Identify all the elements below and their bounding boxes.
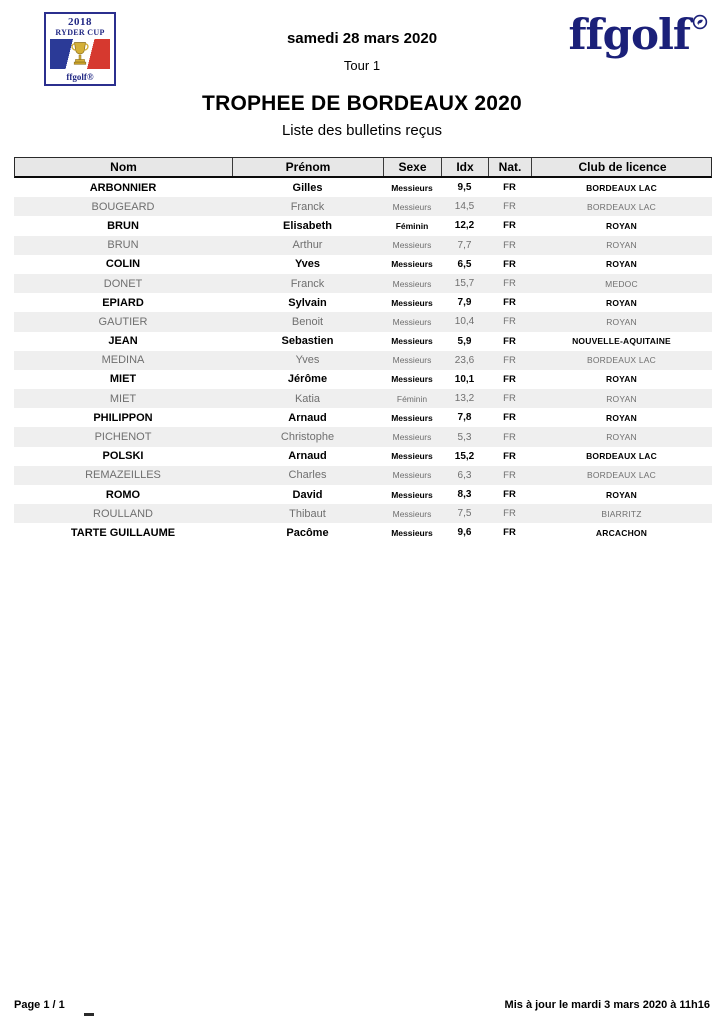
cell-nom: ROMO — [105, 488, 141, 501]
cell-nat: FR — [503, 297, 516, 309]
cell-nat: FR — [503, 489, 516, 501]
cell-nat: FR — [503, 527, 516, 539]
cell-nat: FR — [503, 182, 516, 194]
cell-nom: COLIN — [105, 258, 141, 271]
cell-sexe: Messieurs — [391, 412, 433, 423]
cell-nat: FR — [503, 354, 516, 366]
column-header-nom: Nom — [15, 158, 233, 176]
column-header-idx: Idx — [442, 158, 489, 176]
page-title: TROPHEE DE BORDEAUX 2020 — [202, 92, 522, 115]
cell-prenom: Yves — [294, 258, 321, 271]
table-row — [14, 293, 712, 312]
cell-club: ROYAN — [606, 220, 637, 231]
cell-sexe: Messieurs — [392, 240, 432, 251]
cell-nat: FR — [503, 508, 516, 520]
cell-club: BORDEAUX LAC — [586, 470, 656, 481]
column-header-club: Club de licence — [578, 160, 667, 174]
cell-idx: 7,8 — [457, 412, 472, 424]
cell-nat: FR — [503, 431, 516, 443]
cell-nom: MEDINA — [101, 354, 145, 367]
cell-sexe: Messieurs — [392, 355, 432, 366]
cell-nom: ROULLAND — [93, 507, 153, 520]
cell-sexe: Messieurs — [392, 278, 432, 289]
cell-club: BIARRITZ — [601, 508, 642, 519]
table-row — [14, 427, 712, 446]
cell-idx: 6,5 — [457, 258, 472, 270]
cell-sexe: Messieurs — [391, 489, 433, 500]
cell-idx: 7,7 — [457, 239, 472, 251]
table-row — [14, 197, 712, 216]
cell-nom: MIET — [109, 392, 137, 405]
cell-nat: FR — [503, 316, 516, 328]
table-row — [14, 485, 712, 504]
cell-nat: FR — [503, 278, 516, 290]
cell-sexe: Messieurs — [391, 451, 433, 462]
cell-prenom: Franck — [290, 200, 325, 213]
cell-prenom: Charles — [288, 469, 327, 482]
cell-prenom: Elisabeth — [283, 219, 332, 232]
cell-club: BORDEAUX LAC — [586, 355, 656, 366]
cell-club: ROYAN — [606, 297, 637, 308]
bulletins-table — [14, 157, 712, 543]
cell-prenom: Arnaud — [288, 411, 327, 424]
cell-prenom: Benoit — [291, 315, 324, 328]
table-row — [14, 332, 712, 351]
cell-sexe: Féminin — [396, 393, 428, 404]
cell-idx: 12,2 — [454, 220, 475, 232]
cell-sexe: Messieurs — [392, 316, 432, 327]
cell-nom: MIET — [109, 373, 137, 386]
cell-sexe: Messieurs — [392, 508, 432, 519]
cell-prenom: Pacôme — [286, 526, 329, 539]
table-row — [14, 236, 712, 255]
cell-nom: PICHENOT — [94, 431, 152, 444]
cell-nat: FR — [503, 201, 516, 213]
table-row — [14, 523, 712, 542]
table-row — [14, 370, 712, 389]
cell-prenom: Arthur — [292, 239, 323, 252]
cell-nom: REMAZEILLES — [85, 469, 161, 482]
cell-club: ARCACHON — [595, 527, 648, 538]
table-row — [14, 255, 712, 274]
page-subtitle: Liste des bulletins reçus — [281, 122, 443, 139]
cell-sexe: Messieurs — [391, 259, 433, 270]
cell-nom: BRUN — [107, 239, 139, 252]
table-body — [14, 178, 712, 543]
cell-nat: FR — [503, 412, 516, 424]
cell-nat: FR — [503, 335, 516, 347]
page-number: Page 1 / 1 — [14, 999, 65, 1011]
cell-club: ROYAN — [606, 412, 637, 423]
cell-idx: 7,9 — [457, 297, 472, 309]
cell-club: ROYAN — [606, 316, 637, 327]
table-row — [14, 447, 712, 466]
cell-club: MEDOC — [605, 278, 638, 289]
table-row — [14, 504, 712, 523]
cell-sexe: Messieurs — [391, 527, 433, 538]
cell-sexe: Messieurs — [391, 297, 433, 308]
column-header-nat: Nat. — [489, 158, 532, 176]
ffgolf-wordmark: ffgolf — [568, 10, 690, 59]
scan-artifact — [84, 1013, 94, 1016]
cell-prenom: Arnaud — [288, 450, 327, 463]
cell-sexe: Messieurs — [392, 432, 432, 443]
cell-club: ROYAN — [606, 374, 637, 385]
cell-prenom: Christophe — [280, 431, 335, 444]
table-row — [14, 466, 712, 485]
table-row — [14, 216, 712, 235]
cell-club: ROYAN — [606, 489, 637, 500]
ryder-cup-year: 2018 — [68, 16, 92, 28]
ryder-cup-ffgolf-label: ffgolf® — [66, 72, 94, 82]
cell-nat: FR — [503, 220, 516, 232]
table-row — [14, 312, 712, 331]
table-row — [14, 408, 712, 427]
cell-idx: 7,5 — [457, 508, 472, 520]
cell-club: BORDEAUX LAC — [586, 182, 657, 193]
cell-nom: POLSKI — [102, 450, 144, 463]
cell-prenom: Gilles — [292, 181, 323, 194]
cell-idx: 13,2 — [454, 393, 475, 405]
cell-sexe: Messieurs — [391, 336, 433, 347]
table-row — [14, 351, 712, 370]
column-header-sexe: Sexe — [384, 158, 442, 176]
cell-club: ROYAN — [606, 393, 637, 404]
cell-prenom: David — [292, 488, 323, 501]
cell-idx: 9,6 — [457, 527, 472, 539]
table-row — [14, 274, 712, 293]
table-row — [14, 389, 712, 408]
cell-prenom: Franck — [290, 277, 325, 290]
cell-idx: 10,4 — [454, 316, 475, 328]
cell-club: NOUVELLE-AQUITAINE — [572, 336, 671, 347]
cell-sexe: Messieurs — [391, 374, 433, 385]
cell-nom: BOUGEARD — [91, 200, 155, 213]
cell-prenom: Katia — [294, 392, 321, 405]
cell-prenom: Jérôme — [287, 373, 328, 386]
cell-nat: FR — [503, 469, 516, 481]
cell-nom: BRUN — [107, 219, 139, 232]
cell-sexe: Messieurs — [392, 470, 432, 481]
cell-idx: 5,3 — [457, 431, 472, 443]
cell-idx: 23,6 — [454, 354, 475, 366]
cell-nom: JEAN — [108, 335, 138, 348]
cell-club: BORDEAUX LAC — [586, 451, 657, 462]
cell-idx: 10,1 — [454, 373, 475, 385]
cell-nat: FR — [503, 373, 516, 385]
cell-prenom: Sylvain — [288, 296, 327, 309]
cell-club: ROYAN — [606, 240, 637, 251]
cell-idx: 9,5 — [457, 182, 472, 194]
cell-nat: FR — [503, 450, 516, 462]
cell-idx: 14,5 — [454, 201, 475, 213]
cell-prenom: Sebastien — [281, 335, 334, 348]
table-header-row — [14, 157, 712, 178]
cell-nom: EPIARD — [102, 296, 144, 309]
cell-sexe: Messieurs — [392, 201, 432, 212]
cell-idx: 8,3 — [457, 489, 472, 501]
cell-idx: 15,2 — [454, 450, 475, 462]
updated-caption: Mis à jour le mardi 3 mars 2020 à 11h16 — [504, 999, 710, 1011]
table-row — [14, 178, 712, 197]
cell-idx: 15,7 — [454, 278, 475, 290]
ryder-cup-logo — [44, 12, 116, 86]
column-header-prenom: Prénom — [233, 158, 384, 176]
cell-club: ROYAN — [606, 432, 637, 443]
cell-prenom: Thibaut — [289, 507, 326, 520]
cell-sexe: Messieurs — [391, 182, 433, 193]
cell-nom: PHILIPPON — [93, 411, 153, 424]
cell-nat: FR — [503, 393, 516, 405]
cell-nom: DONET — [103, 277, 143, 290]
cell-nat: FR — [503, 239, 516, 251]
ryder-cup-name: RYDER CUP — [55, 28, 105, 37]
cell-club: BORDEAUX LAC — [586, 201, 656, 212]
cell-sexe: Féminin — [395, 220, 429, 231]
cell-idx: 5,9 — [457, 335, 472, 347]
cell-prenom: Yves — [295, 354, 320, 367]
round-label: Tour 1 — [343, 58, 381, 73]
event-date: samedi 28 mars 2020 — [286, 30, 438, 47]
cell-club: ROYAN — [606, 259, 637, 270]
cell-idx: 6,3 — [457, 469, 472, 481]
cell-nom: ARBONNIER — [89, 181, 157, 194]
cell-nat: FR — [503, 258, 516, 270]
cell-nom: TARTE GUILLAUME — [70, 526, 176, 539]
cell-nom: GAUTIER — [98, 315, 148, 328]
